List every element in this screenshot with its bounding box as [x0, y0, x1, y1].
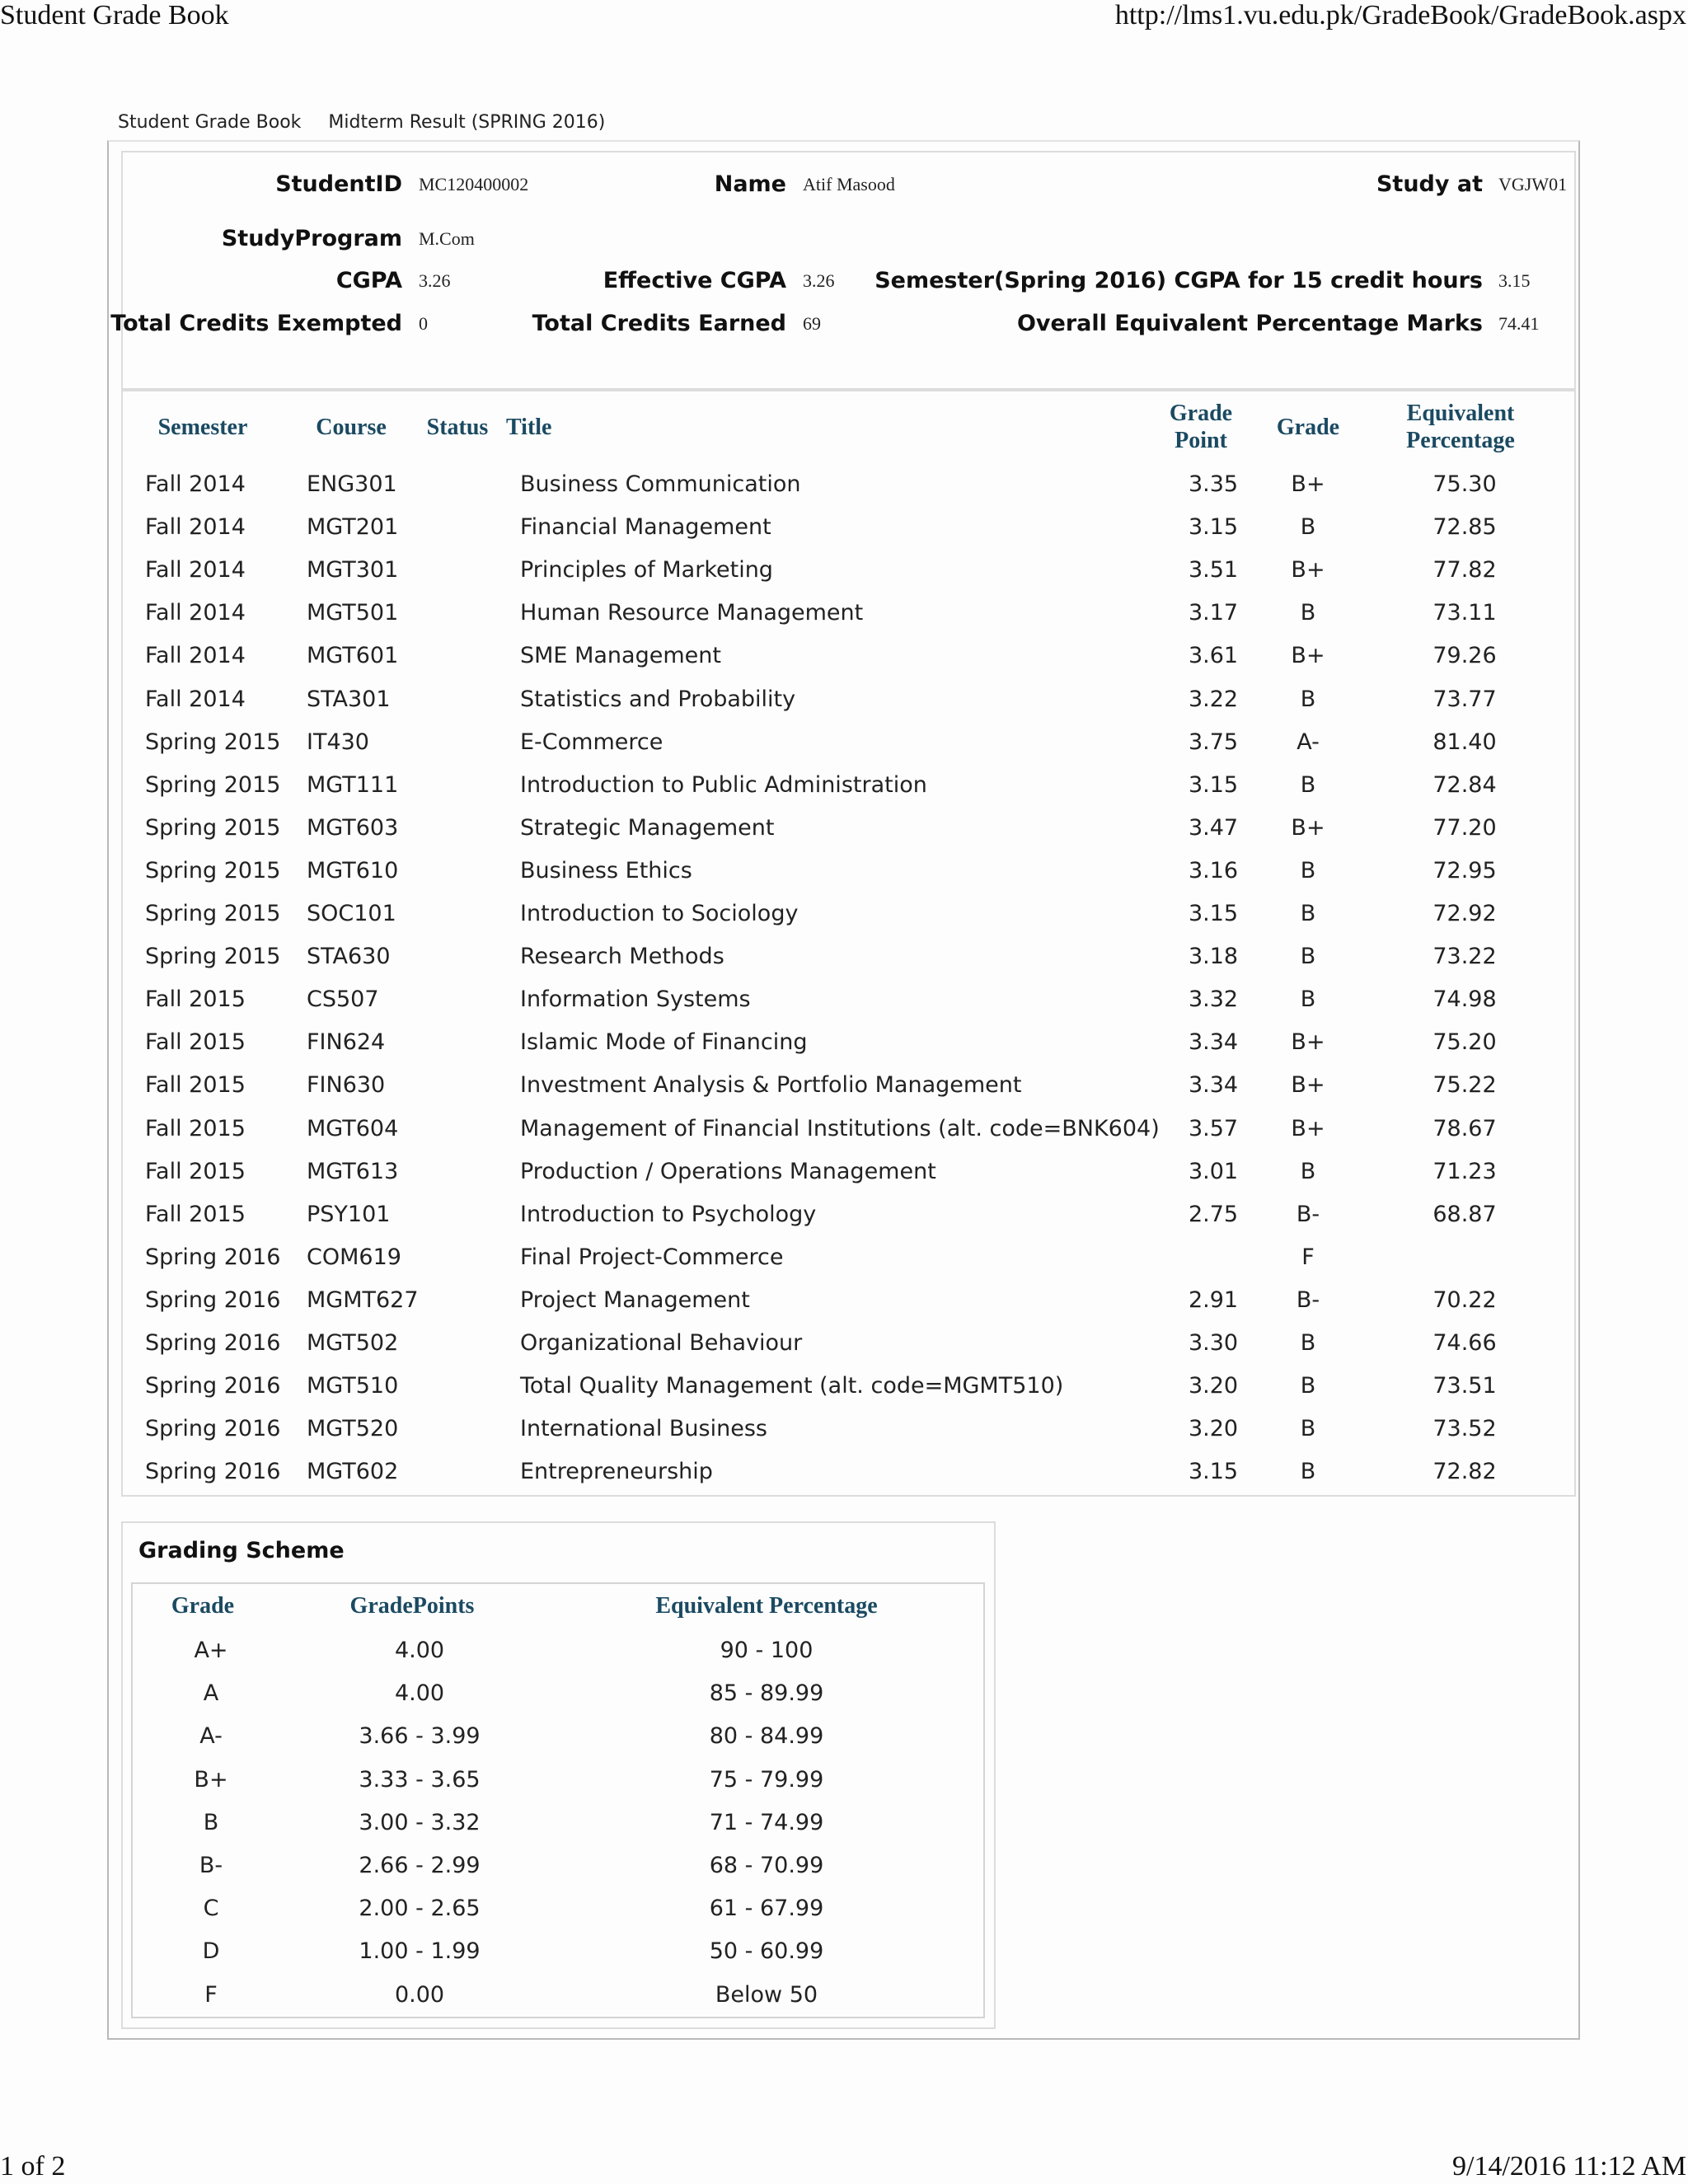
row-grade-point: 3.15 [1188, 514, 1239, 541]
row-grade-point: 3.34 [1188, 1072, 1239, 1099]
row-grade-point: 3.20 [1188, 1373, 1239, 1399]
table-row [124, 1193, 1574, 1236]
row-percentage: 73.11 [1432, 600, 1497, 626]
row-grade-point: 3.15 [1188, 771, 1239, 798]
scheme-percentage: Below 50 [715, 1981, 818, 2008]
table-row [124, 463, 1574, 506]
row-grade-point: 3.30 [1188, 1330, 1239, 1356]
credits-earned-value: 69 [803, 313, 821, 334]
scheme-grade-points: 4.00 [394, 1680, 445, 1707]
scheme-percentage: 80 - 84.99 [709, 1723, 824, 1750]
col-header-grade-point-line1: Grade [1169, 401, 1233, 426]
row-semester: Fall 2015 [145, 1201, 246, 1227]
scheme-row [133, 1759, 982, 1802]
row-course: MGT201 [307, 514, 399, 541]
row-percentage: 73.52 [1432, 1416, 1497, 1442]
row-grade: B [1300, 1158, 1316, 1184]
table-row [124, 1279, 1574, 1322]
row-grade: B+ [1291, 1029, 1325, 1056]
row-course: MGT604 [307, 1115, 399, 1141]
scheme-grade-points: 2.00 - 2.65 [359, 1896, 481, 1922]
row-grade-point: 3.32 [1188, 987, 1239, 1013]
credits-exempted-label: Total Credits Exempted [110, 311, 402, 336]
student-name-value: Atif Masood [803, 174, 895, 194]
scheme-grade: C [203, 1896, 219, 1922]
row-grade-point: 3.35 [1188, 471, 1239, 497]
row-semester: Fall 2015 [145, 1072, 246, 1099]
table-row [124, 935, 1574, 978]
scheme-grade-points: 4.00 [394, 1638, 445, 1663]
row-course: MGT301 [307, 557, 399, 583]
row-course: STA630 [307, 944, 391, 970]
col-header-percentage-line2: Percentage [1406, 428, 1515, 453]
effective-cgpa-value: 3.26 [803, 270, 835, 291]
row-grade: B [1300, 1373, 1316, 1399]
row-course: FIN624 [307, 1029, 386, 1056]
table-row [124, 1064, 1574, 1107]
table-row [124, 549, 1574, 592]
table-row [124, 635, 1574, 677]
print-header-url: http://lms1.vu.edu.pk/GradeBook/GradeBook.aspx [1114, 0, 1686, 30]
scheme-grade: A [203, 1680, 219, 1707]
scheme-grade-points: 1.00 - 1.99 [359, 1938, 481, 1965]
row-course: MGMT627 [307, 1286, 419, 1313]
scheme-row [133, 1844, 982, 1887]
scheme-grade-points: 3.33 - 3.65 [359, 1766, 481, 1793]
row-semester: Fall 2015 [145, 1115, 246, 1141]
table-row [124, 1408, 1574, 1451]
row-grade: B [1300, 987, 1316, 1013]
row-grade: B [1300, 1459, 1316, 1485]
row-title: Management of Financial Institutions (alt. code=BNK604) [520, 1115, 1160, 1141]
col-header-semester: Semester [157, 415, 248, 440]
scheme-grade: D [202, 1938, 220, 1965]
scheme-grade-points: 0.00 [394, 1981, 445, 2008]
study-program-label: StudyProgram [221, 226, 402, 251]
row-course: MGT602 [307, 1459, 399, 1485]
scheme-grade: B+ [194, 1766, 228, 1793]
row-grade: B [1300, 1330, 1316, 1356]
row-grade-point: 3.47 [1188, 814, 1239, 841]
scheme-row [133, 1887, 982, 1930]
col-header-title: Title [506, 415, 552, 440]
col-header-course: Course [316, 415, 387, 440]
row-grade: B [1300, 686, 1316, 712]
credits-earned-label: Total Credits Earned [532, 311, 786, 336]
row-grade-point: 3.61 [1188, 643, 1239, 669]
table-row [124, 1365, 1574, 1408]
row-grade-point: 3.57 [1188, 1115, 1239, 1141]
row-grade-point: 3.15 [1188, 1459, 1239, 1485]
row-grade-point: 3.75 [1188, 729, 1239, 755]
row-semester: Fall 2014 [145, 600, 246, 626]
table-row [124, 807, 1574, 850]
student-name-label: Name [714, 171, 786, 197]
scheme-grade: A- [199, 1723, 223, 1750]
row-grade: B [1300, 857, 1316, 883]
row-semester: Fall 2015 [145, 1158, 246, 1184]
row-title: Investment Analysis & Portfolio Management [520, 1072, 1022, 1099]
row-title: Introduction to Public Administration [520, 771, 927, 798]
row-title: Total Quality Management (alt. code=MGMT510) [520, 1373, 1064, 1399]
row-percentage: 72.84 [1432, 771, 1497, 798]
row-grade-point: 3.22 [1188, 686, 1239, 712]
print-footer-datetime: 9/14/2016 11:12 AM [1452, 2151, 1686, 2182]
table-row [124, 721, 1574, 764]
row-title: Human Resource Management [520, 600, 864, 626]
row-title: E-Commerce [520, 729, 663, 755]
row-percentage: 70.22 [1432, 1286, 1497, 1313]
row-semester: Spring 2015 [145, 901, 281, 926]
row-semester: Spring 2016 [145, 1373, 281, 1399]
row-semester: Spring 2016 [145, 1416, 281, 1442]
row-semester: Spring 2016 [145, 1330, 281, 1356]
table-row [124, 506, 1574, 549]
row-course: STA301 [307, 686, 391, 712]
col-header-grade: Grade [1276, 415, 1340, 440]
row-percentage: 81.40 [1432, 729, 1497, 755]
row-grade: B+ [1291, 471, 1325, 497]
row-course: MGT610 [307, 857, 399, 883]
row-grade-point: 3.17 [1188, 600, 1239, 626]
row-title: Islamic Mode of Financing [520, 1029, 808, 1056]
row-semester: Fall 2014 [145, 643, 246, 669]
row-semester: Spring 2015 [145, 771, 281, 798]
row-course: MGT111 [307, 771, 399, 798]
row-grade: B- [1296, 1201, 1320, 1227]
row-course: MGT520 [307, 1416, 399, 1442]
row-title: Final Project-Commerce [520, 1244, 784, 1270]
row-percentage: 78.67 [1432, 1115, 1497, 1141]
scheme-row [133, 1974, 982, 2017]
row-title: Principles of Marketing [520, 557, 773, 583]
row-percentage: 79.26 [1432, 643, 1497, 669]
row-semester: Spring 2015 [145, 857, 281, 883]
table-row [124, 1236, 1574, 1279]
breadcrumb [118, 112, 605, 133]
student-id-label: StudentID [275, 171, 402, 197]
scheme-grade-points: 3.66 - 3.99 [359, 1723, 481, 1750]
scheme-header-percentage: Equivalent Percentage [655, 1593, 878, 1619]
row-title: SME Management [520, 643, 721, 669]
row-percentage: 73.51 [1432, 1373, 1497, 1399]
row-grade: B [1300, 771, 1316, 798]
col-header-grade-point-line2: Point [1175, 428, 1227, 453]
row-title: Information Systems [520, 987, 751, 1013]
row-percentage: 72.82 [1432, 1459, 1497, 1485]
scheme-percentage: 50 - 60.99 [709, 1938, 824, 1965]
row-grade-point: 3.20 [1188, 1416, 1239, 1442]
scheme-header-grade-points: GradePoints [349, 1593, 475, 1619]
row-semester: Fall 2014 [145, 514, 246, 541]
row-percentage: 71.23 [1432, 1158, 1497, 1184]
row-grade: B [1300, 600, 1316, 626]
col-header-grade-point [1160, 400, 1242, 454]
table-row [124, 1322, 1574, 1365]
student-id-value: MC120400002 [419, 174, 529, 194]
row-percentage: 75.30 [1432, 471, 1497, 497]
table-row [124, 592, 1574, 635]
col-header-status: Status [426, 415, 489, 440]
semester-cgpa-value: 3.15 [1498, 270, 1531, 291]
scheme-percentage: 68 - 70.99 [709, 1853, 824, 1878]
scheme-grade: A+ [194, 1638, 228, 1663]
scheme-row [133, 1802, 982, 1844]
row-percentage: 74.66 [1432, 1330, 1497, 1356]
scheme-row [133, 1930, 982, 1973]
row-percentage: 74.98 [1432, 987, 1497, 1013]
scheme-percentage: 85 - 89.99 [709, 1680, 824, 1707]
cgpa-label: CGPA [335, 268, 402, 293]
print-header-title: Student Grade Book [0, 0, 229, 30]
scheme-grade: B- [199, 1853, 223, 1878]
breadcrumb-page: Midterm Result (SPRING 2016) [328, 112, 606, 133]
row-title: Financial Management [520, 514, 771, 541]
row-semester: Spring 2016 [145, 1459, 281, 1485]
scheme-row [133, 1672, 982, 1715]
row-grade-point: 3.16 [1188, 857, 1239, 883]
row-course: MGT603 [307, 814, 399, 841]
grading-scheme-heading: Grading Scheme [138, 1538, 345, 1563]
row-semester: Fall 2015 [145, 987, 246, 1013]
row-grade-point: 2.91 [1188, 1286, 1239, 1313]
row-course: MGT510 [307, 1373, 399, 1399]
row-title: Statistics and Probability [520, 686, 796, 712]
table-row [124, 978, 1574, 1021]
row-grade-point: 3.01 [1188, 1158, 1239, 1184]
row-semester: Fall 2015 [145, 1029, 246, 1056]
scheme-grade: F [204, 1981, 218, 2008]
scheme-percentage: 61 - 67.99 [709, 1896, 824, 1922]
print-footer-page: 1 of 2 [0, 2151, 66, 2182]
row-title: International Business [520, 1416, 767, 1442]
row-semester: Fall 2014 [145, 686, 246, 712]
row-grade-point: 3.15 [1188, 901, 1239, 926]
row-course: ENG301 [307, 471, 397, 497]
effective-cgpa-label: Effective CGPA [603, 268, 786, 293]
row-course: IT430 [307, 729, 369, 755]
row-percentage: 68.87 [1432, 1201, 1497, 1227]
row-course: MGT501 [307, 600, 399, 626]
semester-cgpa-label: Semester(Spring 2016) CGPA for 15 credit hours [874, 268, 1483, 293]
scheme-percentage: 90 - 100 [720, 1638, 814, 1663]
row-percentage: 77.20 [1432, 814, 1497, 841]
row-course: FIN630 [307, 1072, 386, 1099]
row-grade: B+ [1291, 1115, 1325, 1141]
row-grade-point: 3.34 [1188, 1029, 1239, 1056]
row-title: Organizational Behaviour [520, 1330, 803, 1356]
table-row [124, 893, 1574, 935]
study-at-label: Study at [1376, 171, 1483, 197]
row-title: Business Ethics [520, 857, 692, 883]
row-course: MGT601 [307, 643, 399, 669]
row-semester: Spring 2016 [145, 1286, 281, 1313]
scheme-grade-points: 3.00 - 3.32 [359, 1809, 481, 1835]
row-grade: B [1300, 1416, 1316, 1442]
row-title: Entrepreneurship [520, 1459, 713, 1485]
row-grade: B [1300, 944, 1316, 970]
table-row [124, 1451, 1574, 1493]
row-title: Business Communication [520, 471, 801, 497]
breadcrumb-section[interactable]: Student Grade Book [118, 112, 302, 133]
row-percentage: 75.22 [1432, 1072, 1497, 1099]
row-percentage: 72.95 [1432, 857, 1497, 883]
row-grade: F [1301, 1244, 1315, 1270]
row-grade: B+ [1291, 814, 1325, 841]
row-grade-point: 3.51 [1188, 557, 1239, 583]
credits-exempted-value: 0 [419, 313, 428, 334]
scheme-header-grade: Grade [171, 1593, 235, 1619]
row-semester: Fall 2014 [145, 471, 246, 497]
row-grade: A- [1296, 729, 1320, 755]
row-grade: B [1300, 514, 1316, 541]
row-grade: B- [1296, 1286, 1320, 1313]
row-grade: B+ [1291, 643, 1325, 669]
table-row [124, 1108, 1574, 1151]
row-course: SOC101 [307, 901, 396, 926]
row-title: Project Management [520, 1286, 750, 1313]
study-program-value: M.Com [419, 228, 475, 249]
overall-percentage-value: 74.41 [1498, 313, 1540, 334]
scheme-grade: B [203, 1809, 219, 1835]
row-course: CS507 [307, 987, 379, 1013]
col-header-percentage [1399, 400, 1522, 454]
row-title: Introduction to Sociology [520, 901, 799, 926]
row-grade: B+ [1291, 557, 1325, 583]
row-semester: Spring 2015 [145, 814, 281, 841]
col-header-percentage-line1: Equivalent [1406, 401, 1515, 426]
table-row [124, 850, 1574, 893]
scheme-row [133, 1629, 982, 1672]
row-percentage: 72.85 [1432, 514, 1497, 541]
table-row [124, 1021, 1574, 1064]
row-course: MGT502 [307, 1330, 399, 1356]
table-row [124, 1151, 1574, 1193]
overall-percentage-label: Overall Equivalent Percentage Marks [1016, 311, 1483, 336]
row-course: COM619 [307, 1244, 401, 1270]
scheme-percentage: 71 - 74.99 [709, 1809, 824, 1835]
row-grade-point: 2.75 [1188, 1201, 1239, 1227]
cgpa-value: 3.26 [419, 270, 451, 291]
row-semester: Spring 2015 [145, 944, 281, 970]
scheme-grade-points: 2.66 - 2.99 [359, 1853, 481, 1878]
row-title: Introduction to Psychology [520, 1201, 817, 1227]
row-title: Research Methods [520, 944, 724, 970]
row-semester: Spring 2016 [145, 1244, 281, 1270]
table-row [124, 764, 1574, 807]
row-percentage: 73.22 [1432, 944, 1497, 970]
study-at-value: VGJW01 [1498, 174, 1568, 194]
row-course: PSY101 [307, 1201, 391, 1227]
row-semester: Spring 2015 [145, 729, 281, 755]
row-grade: B [1300, 901, 1316, 926]
scheme-row [133, 1715, 982, 1758]
row-grade-point: 3.18 [1188, 944, 1239, 970]
row-percentage: 75.20 [1432, 1029, 1497, 1056]
row-grade: B+ [1291, 1072, 1325, 1099]
table-row [124, 678, 1574, 721]
row-percentage: 73.77 [1432, 686, 1497, 712]
scheme-percentage: 75 - 79.99 [709, 1766, 824, 1793]
row-course: MGT613 [307, 1158, 399, 1184]
row-semester: Fall 2014 [145, 557, 246, 583]
row-percentage: 77.82 [1432, 557, 1497, 583]
row-percentage: 72.92 [1432, 901, 1497, 926]
row-title: Production / Operations Management [520, 1158, 936, 1184]
row-title: Strategic Management [520, 814, 775, 841]
